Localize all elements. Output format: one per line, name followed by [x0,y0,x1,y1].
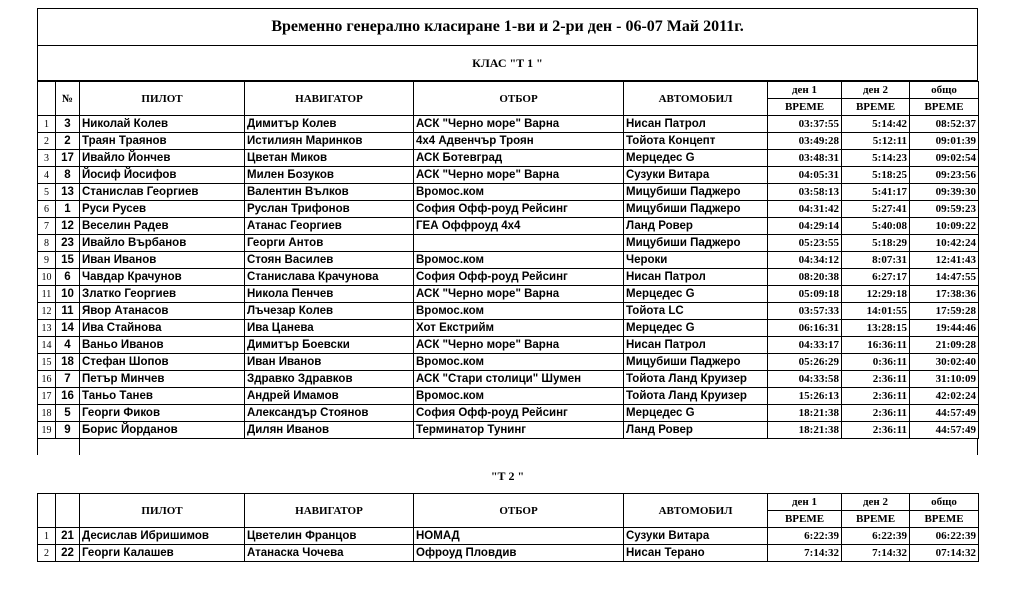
cell-day1: 03:48:31 [768,150,842,167]
cell-day1: 18:21:38 [768,405,842,422]
cell-pos: 19 [38,422,56,439]
cell-num: 23 [56,235,80,252]
cell-navigator: Руслан Трифонов [245,201,414,218]
cell-car: Мицубиши Паджеро [624,354,768,371]
cell-pilot: Георги Калашев [80,545,245,562]
class2-section [37,493,978,562]
class1-section [37,8,978,455]
cell-navigator: Станислава Крачунова [245,269,414,286]
header-day2: ден 2 [842,82,910,99]
cell-total: 06:22:39 [910,528,979,545]
cell-car: Сузуки Витара [624,167,768,184]
cell-day2: 13:28:15 [842,320,910,337]
cell-day1: 04:05:31 [768,167,842,184]
cell-pos: 5 [38,184,56,201]
cell-day2: 5:40:08 [842,218,910,235]
cell-car: Ланд Ровер [624,422,768,439]
cell-total: 12:41:43 [910,252,979,269]
cell-day2: 5:14:42 [842,116,910,133]
cell-navigator: Георги Антов [245,235,414,252]
cell-total: 14:47:55 [910,269,979,286]
cell-pos: 13 [38,320,56,337]
cell-day1: 03:57:33 [768,303,842,320]
cell-num: 1 [56,201,80,218]
table-row [38,269,979,286]
cell-num: 14 [56,320,80,337]
cell-pos: 2 [38,545,56,562]
cell-pilot: Веселин Радев [80,218,245,235]
table-row [38,184,979,201]
cell-total: 07:14:32 [910,545,979,562]
cell-day2: 6:22:39 [842,528,910,545]
cell-navigator: Милен Бозуков [245,167,414,184]
cell-pilot: Станислав Георгиев [80,184,245,201]
cell-num: 16 [56,388,80,405]
cell-team: АСК "Черно море" Варна [414,286,624,303]
table-row [38,201,979,218]
cell-total: 42:02:24 [910,388,979,405]
cell-pilot: Георги Фиков [80,405,245,422]
header-car: АВТОМОБИЛ [624,82,768,116]
cell-total: 21:09:28 [910,337,979,354]
cell-car: Нисан Патрол [624,269,768,286]
cell-team: АСК "Черно море" Варна [414,167,624,184]
cell-pos: 6 [38,201,56,218]
header-pilot: ПИЛОТ [80,82,245,116]
cell-num: 22 [56,545,80,562]
cell-pilot: Борис Йорданов [80,422,245,439]
cell-pos: 11 [38,286,56,303]
table-row [38,528,979,545]
cell-day1: 04:33:58 [768,371,842,388]
cell-pos: 17 [38,388,56,405]
cell-team: Вромос.ком [414,388,624,405]
cell-total: 44:57:49 [910,422,979,439]
cell-pilot: Стефан Шопов [80,354,245,371]
cell-day2: 2:36:11 [842,405,910,422]
table-row [38,286,979,303]
cell-team: АСК "Черно море" Варна [414,337,624,354]
cell-pilot: Ива Стайнова [80,320,245,337]
cell-team: АСК "Стари столици" Шумен [414,371,624,388]
cell-num: 10 [56,286,80,303]
cell-pos: 12 [38,303,56,320]
table-row [38,320,979,337]
cell-navigator: Стоян Василев [245,252,414,269]
cell-num: 3 [56,116,80,133]
header-navigator: НАВИГАТОР [245,82,414,116]
cell-num: 8 [56,167,80,184]
cell-pos: 15 [38,354,56,371]
cell-pilot: Чавдар Крачунов [80,269,245,286]
cell-navigator: Цветелин Францов [245,528,414,545]
header-team: ОТБОР [414,494,624,528]
cell-total: 19:44:46 [910,320,979,337]
cell-day1: 15:26:13 [768,388,842,405]
cell-team: ГЕА Оффроуд 4x4 [414,218,624,235]
cell-team [414,235,624,252]
cell-day2: 14:01:55 [842,303,910,320]
header-team: ОТБОР [414,82,624,116]
cell-car: Мерцедес G [624,405,768,422]
cell-pilot: Десислав Ибришимов [80,528,245,545]
cell-team: АСК "Черно море" Варна [414,116,624,133]
cell-day1: 06:16:31 [768,320,842,337]
cell-car: Чероки [624,252,768,269]
header-pos [38,494,56,528]
cell-pilot: Ивайло Върбанов [80,235,245,252]
table-row [38,150,979,167]
cell-pos: 1 [38,528,56,545]
cell-car: Мицубиши Паджеро [624,184,768,201]
cell-day2: 2:36:11 [842,371,910,388]
cell-day1: 03:58:13 [768,184,842,201]
cell-team: Офроуд Пловдив [414,545,624,562]
header-day1: ден 1 [768,494,842,511]
cell-day1: 04:33:17 [768,337,842,354]
cell-car: Ланд Ровер [624,218,768,235]
cell-team: АСК Ботевград [414,150,624,167]
cell-pos: 2 [38,133,56,150]
class2-table [37,493,979,562]
table-row [38,133,979,150]
cell-num: 11 [56,303,80,320]
cell-pilot: Таньо Танев [80,388,245,405]
cell-navigator: Дилян Иванов [245,422,414,439]
cell-team: Вромос.ком [414,354,624,371]
cell-day2: 0:36:11 [842,354,910,371]
table-row [38,371,979,388]
cell-day1: 05:23:55 [768,235,842,252]
cell-day1: 05:26:29 [768,354,842,371]
table-row [38,388,979,405]
header-time-total: ВРЕМЕ [910,99,979,116]
cell-day1: 03:37:55 [768,116,842,133]
cell-total: 17:59:28 [910,303,979,320]
header-num: № [56,82,80,116]
cell-day2: 5:41:17 [842,184,910,201]
cell-day2: 5:14:23 [842,150,910,167]
cell-pilot: Златко Георгиев [80,286,245,303]
cell-team: Терминатор Тунинг [414,422,624,439]
header-time-day1: ВРЕМЕ [768,99,842,116]
cell-num: 9 [56,422,80,439]
cell-day2: 5:27:41 [842,201,910,218]
cell-navigator: Никола Пенчев [245,286,414,303]
cell-pos: 4 [38,167,56,184]
table-row [38,422,979,439]
cell-day2: 7:14:32 [842,545,910,562]
cell-team: НОМАД [414,528,624,545]
cell-car: Тойота LC [624,303,768,320]
table-row [38,405,979,422]
cell-pos: 3 [38,150,56,167]
header-num [56,494,80,528]
cell-pilot: Явор Атанасов [80,303,245,320]
cell-navigator: Атанаска Чочева [245,545,414,562]
cell-navigator: Лъчезар Колев [245,303,414,320]
class1-table [37,81,979,439]
cell-pilot: Ивайло Йончев [80,150,245,167]
cell-num: 18 [56,354,80,371]
header-navigator: НАВИГАТОР [245,494,414,528]
cell-day1: 04:29:14 [768,218,842,235]
cell-pilot: Руси Русев [80,201,245,218]
class1-label: КЛАС "Т 1 " [37,46,978,81]
class1-spacer [37,439,978,455]
cell-pos: 8 [38,235,56,252]
cell-pilot: Иван Иванов [80,252,245,269]
cell-num: 5 [56,405,80,422]
cell-total: 09:02:54 [910,150,979,167]
cell-pilot: Николай Колев [80,116,245,133]
cell-car: Мерцедес G [624,320,768,337]
cell-pos: 16 [38,371,56,388]
cell-pilot: Петър Минчев [80,371,245,388]
cell-total: 10:09:22 [910,218,979,235]
header-time-day2: ВРЕМЕ [842,99,910,116]
cell-day1: 03:49:28 [768,133,842,150]
cell-total: 08:52:37 [910,116,979,133]
cell-navigator: Александър Стоянов [245,405,414,422]
cell-pilot: Йосиф Йосифов [80,167,245,184]
cell-car: Мерцедес G [624,286,768,303]
header-time-total: ВРЕМЕ [910,511,979,528]
cell-car: Нисан Патрол [624,116,768,133]
cell-navigator: Валентин Вълков [245,184,414,201]
cell-day2: 2:36:11 [842,388,910,405]
cell-pilot: Ваньо Иванов [80,337,245,354]
cell-day2: 6:27:17 [842,269,910,286]
cell-car: Мицубиши Паджеро [624,235,768,252]
header-total: общо [910,82,979,99]
cell-total: 17:38:36 [910,286,979,303]
cell-pos: 14 [38,337,56,354]
cell-navigator: Здравко Здравков [245,371,414,388]
cell-pos: 9 [38,252,56,269]
cell-team: 4x4 Адвенчър Троян [414,133,624,150]
cell-num: 13 [56,184,80,201]
header-time-day1: ВРЕМЕ [768,511,842,528]
cell-total: 09:59:23 [910,201,979,218]
cell-car: Тойота Ланд Круизер [624,371,768,388]
cell-team: Вромос.ком [414,252,624,269]
header-day1: ден 1 [768,82,842,99]
table-row [38,252,979,269]
table-row [38,167,979,184]
table-row [38,235,979,252]
cell-car: Тойота Ланд Круизер [624,388,768,405]
table-row [38,545,979,562]
table-row [38,337,979,354]
table-row [38,303,979,320]
header-pos [38,82,56,116]
cell-day1: 04:34:12 [768,252,842,269]
cell-car: Нисан Патрол [624,337,768,354]
cell-team: София Офф-роуд Рейсинг [414,405,624,422]
cell-num: 6 [56,269,80,286]
table-row [38,116,979,133]
cell-day1: 04:31:42 [768,201,842,218]
cell-car: Мерцедес G [624,150,768,167]
cell-day1: 05:09:18 [768,286,842,303]
header-total: общо [910,494,979,511]
cell-team: Вромос.ком [414,184,624,201]
header-day2: ден 2 [842,494,910,511]
table-row [38,218,979,235]
cell-navigator: Иван Иванов [245,354,414,371]
cell-car: Мицубиши Паджеро [624,201,768,218]
cell-day2: 5:12:11 [842,133,910,150]
cell-team: София Офф-роуд Рейсинг [414,269,624,286]
cell-total: 09:01:39 [910,133,979,150]
cell-day2: 5:18:25 [842,167,910,184]
cell-pilot: Траян Траянов [80,133,245,150]
cell-navigator: Димитър Колев [245,116,414,133]
cell-pos: 10 [38,269,56,286]
cell-total: 44:57:49 [910,405,979,422]
cell-total: 10:42:24 [910,235,979,252]
cell-day2: 8:07:31 [842,252,910,269]
cell-team: Вромос.ком [414,303,624,320]
cell-car: Нисан Терано [624,545,768,562]
cell-pos: 1 [38,116,56,133]
cell-day2: 5:18:29 [842,235,910,252]
cell-day1: 08:20:38 [768,269,842,286]
class2-label: "Т 2 " [490,469,525,483]
table-row [38,354,979,371]
cell-num: 4 [56,337,80,354]
cell-num: 12 [56,218,80,235]
cell-navigator: Истилиян Маринков [245,133,414,150]
cell-day1: 18:21:38 [768,422,842,439]
cell-pos: 18 [38,405,56,422]
cell-navigator: Цветан Миков [245,150,414,167]
cell-day2: 16:36:11 [842,337,910,354]
cell-num: 2 [56,133,80,150]
class2-body [38,528,979,562]
cell-team: Хот Екстрийм [414,320,624,337]
page-title: Временно генерално класиране 1-ви и 2-ри ден - 06-07 Май 2011г. [37,8,978,46]
cell-day2: 12:29:18 [842,286,910,303]
cell-car: Сузуки Витара [624,528,768,545]
cell-total: 30:02:40 [910,354,979,371]
class1-body [38,116,979,439]
cell-total: 09:39:30 [910,184,979,201]
header-car: АВТОМОБИЛ [624,494,768,528]
cell-navigator: Димитър Боевски [245,337,414,354]
cell-num: 17 [56,150,80,167]
cell-total: 09:23:56 [910,167,979,184]
header-time-day2: ВРЕМЕ [842,511,910,528]
header-pilot: ПИЛОТ [80,494,245,528]
cell-num: 21 [56,528,80,545]
cell-total: 31:10:09 [910,371,979,388]
cell-num: 15 [56,252,80,269]
cell-car: Тойота Концепт [624,133,768,150]
cell-day1: 6:22:39 [768,528,842,545]
cell-day1: 7:14:32 [768,545,842,562]
cell-team: София Офф-роуд Рейсинг [414,201,624,218]
cell-navigator: Андрей Имамов [245,388,414,405]
cell-day2: 2:36:11 [842,422,910,439]
cell-pos: 7 [38,218,56,235]
cell-num: 7 [56,371,80,388]
cell-navigator: Атанас Георгиев [245,218,414,235]
cell-navigator: Ива Цанева [245,320,414,337]
